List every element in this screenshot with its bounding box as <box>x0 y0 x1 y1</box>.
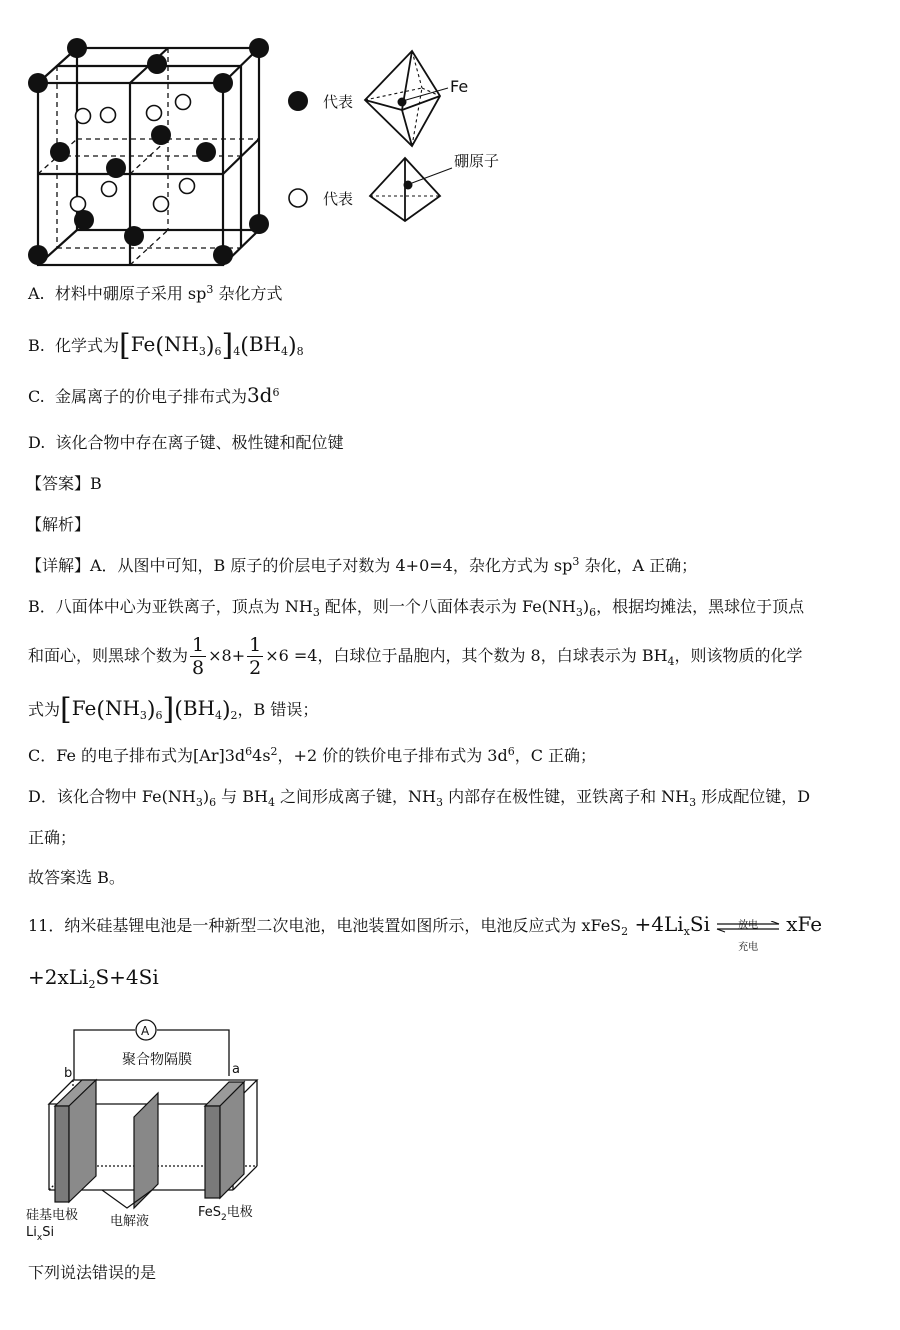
q11-line1 <box>28 908 823 953</box>
detail-c-sup2: 2 <box>270 745 278 758</box>
detail-b1: B．八面体中心为亚铁离子，顶点为 $NH_3$ 配体，则一个八面体表示为 $Fe(NH_3)_6$，根据均摊法，黑球位于顶点 <box>28 597 805 619</box>
option-b-bh-sub: 4 <box>280 345 288 358</box>
detail-a <box>26 555 697 577</box>
detail-b2-times6: ×6 =4，白球位于晶胞内，其个数为 8，白球表示为 BH <box>265 646 668 665</box>
detail-d1-mid3: 内部存在极性键，亚铁离子和 NH <box>443 787 690 806</box>
q11-x-sub: x <box>683 925 690 938</box>
fe-label: Fe <box>450 77 469 96</box>
detail-d1-sub: 3 <box>195 796 203 809</box>
option-d <box>28 432 344 454</box>
detail-c-mid2: ，+2 价的铁价电子排布式为 3d <box>277 746 508 765</box>
detail-a-text: 【详解】A．从图中可知，B 原子的价层电子对数为 4+0=4，杂化方式为 sp <box>26 556 573 575</box>
option-b-bh: BH <box>248 332 281 356</box>
detail-d1-mid2: 之间形成离子键，NH <box>274 787 436 806</box>
q11-line2 <box>28 966 159 990</box>
detail-b3-fe: Fe <box>71 696 97 720</box>
q11-si: Si <box>689 912 710 936</box>
detail-c-sup3: 6 <box>507 745 515 758</box>
detail-b3-bh-sub: 4 <box>214 709 222 722</box>
detail-b2-post: ，则该物质的化学 <box>674 646 803 665</box>
detail-d1-sub4: 3 <box>436 796 443 809</box>
polymer-membrane <box>134 1093 158 1208</box>
fe-atom-icon <box>398 98 407 107</box>
option-a-letter: A. <box>28 284 45 303</box>
option-b: B. 化学式为$[Fe(NH_3)_6]_4(BH_4)_8$ <box>28 328 304 363</box>
detail-c-text: C．Fe 的电子排布式为[Ar]3d <box>28 746 246 765</box>
option-a <box>28 283 282 305</box>
discharge-label: 放电 <box>738 919 759 931</box>
q11-line2-text: +2xLi <box>28 965 89 989</box>
detail-b3-text: 式为 <box>28 700 61 719</box>
detail-b3-two: 2 <box>230 709 238 722</box>
detail-b3-post: ，B 错误； <box>237 700 319 719</box>
detail-b2-times8: ×8+ <box>208 646 246 665</box>
detail-c-post: ，C 正确； <box>514 746 597 765</box>
detail-b1-sub: 3 <box>312 606 320 619</box>
detail-c-sup1: 6 <box>245 745 253 758</box>
detail-a-sup: 3 <box>572 555 580 568</box>
detail-b1-sub2: 3 <box>575 606 583 619</box>
detail-b2 <box>28 632 803 680</box>
question-prompt: 下列说法错误的是 <box>28 1263 157 1282</box>
detail-d1-sub3: 4 <box>267 796 275 809</box>
lixsi-label: $Li_xSi$ <box>26 1225 55 1243</box>
option-c-formula: 3d <box>246 383 273 407</box>
detail-b1-post: ，根据均摊法，黑球位于顶点 <box>596 597 805 616</box>
boron-atom-icon <box>404 181 413 190</box>
option-b-four: 4 <box>233 345 241 358</box>
q11-xfe: xFe <box>786 912 823 936</box>
analysis-title: 【解析】 <box>26 515 91 534</box>
option-b-eight: 8 <box>296 345 304 358</box>
detail-b2-text: 和面心，则黑球个数为 <box>28 646 189 665</box>
option-d-text: 该化合物中存在离子键、极性键和配位键 <box>55 433 344 452</box>
option-b-letter: B. <box>28 336 45 355</box>
legend-black-label: 代表 <box>323 93 354 111</box>
option-b-fe: Fe <box>130 332 156 356</box>
crystal-cell-figure <box>20 28 540 273</box>
option-c-sup: 6 <box>272 386 280 399</box>
detail-d1: D．该化合物中 $Fe(NH_3)_6$ 与 $BH_4$ 之间形成离子键，$NH_3$ 内部存在极性键，亚铁离子和 $NH_3$ 形成配位键，D <box>28 787 811 809</box>
detail-d1-post: 形成配位键，D <box>696 787 811 806</box>
detail-b2-sub: 4 <box>667 655 675 668</box>
silicon-electrode-label: 硅基电极 <box>26 1208 79 1223</box>
option-b-nh-sub: 3 <box>198 345 206 358</box>
q11-text: 11．纳米硅基锂电池是一种新型二次电池，电池装置如图所示，电池反应式为 xFeS <box>28 916 622 935</box>
option-c-letter: C. <box>28 387 45 406</box>
detail-d2: 正确； <box>28 828 77 847</box>
electrolyte-label: 电解液 <box>110 1214 150 1229</box>
q11-plus4: +4Li <box>628 912 684 936</box>
legend-white-label: 代表 <box>323 190 354 208</box>
charge-label: 充电 <box>738 941 759 953</box>
option-c-text: 金属离子的价电子排布式为 <box>54 387 247 406</box>
detail-d1-sub2: 6 <box>209 796 217 809</box>
fraction-one-eighth: $\frac{1}{8}$ <box>192 634 205 679</box>
detail-b1-mid: 配体，则一个八面体表示为 Fe(NH <box>319 597 576 616</box>
option-a-suffix: 杂化方式 <box>213 284 283 303</box>
option-d-letter: D. <box>28 433 46 452</box>
battery-figure <box>22 1018 282 1258</box>
option-a-sup: 3 <box>206 283 214 296</box>
detail-d1-mid: 与 BH <box>216 787 268 806</box>
terminal-a: a <box>232 1062 240 1077</box>
detail-b3: 式为$[Fe(NH_3)_6](BH_4)_2$，B 错误； <box>28 692 319 727</box>
detail-b3-bh: BH <box>182 696 215 720</box>
detail-d1-text: D．该化合物中 Fe(NH <box>28 787 196 806</box>
fraction-one-half: $\frac{1}{2}$ <box>249 634 262 679</box>
detail-c <box>28 745 596 767</box>
detail-b3-nh: NH <box>104 696 140 720</box>
detail-b1-sub3: 6 <box>589 606 597 619</box>
option-a-text: 材料中硼原子采用 sp <box>54 284 207 303</box>
q11-s-sub: 2 <box>621 925 629 938</box>
option-b-text: 化学式为 <box>55 336 120 355</box>
equilibrium-arrow-icon <box>715 912 781 953</box>
answer-line: 【答案】B <box>26 474 102 493</box>
q11-two-sub: 2 <box>88 978 96 991</box>
terminal-b: b <box>64 1066 73 1081</box>
option-b-nh: NH <box>163 332 199 356</box>
option-c <box>28 384 279 408</box>
ammeter-label: A <box>141 1024 150 1038</box>
option-b-six: 6 <box>214 345 222 358</box>
detail-b3-six: 6 <box>155 709 163 722</box>
fes2-electrode-label: FeS$_2$电极 <box>198 1205 253 1223</box>
black-ball-legend-icon <box>288 91 308 111</box>
boron-label: 硼原子 <box>454 152 500 170</box>
membrane-label: 聚合物隔膜 <box>122 1052 192 1068</box>
white-ball-legend-icon <box>289 189 307 207</box>
conclusion: 故答案选 B。 <box>28 868 125 887</box>
detail-b1-text: B．八面体中心为亚铁离子，顶点为 NH <box>28 597 313 616</box>
detail-a-post: 杂化，A 正确； <box>579 556 698 575</box>
detail-c-mid: 4s <box>252 746 271 765</box>
detail-b3-nh-sub: 3 <box>139 709 147 722</box>
q11-line2-post: S+4Si <box>95 965 159 989</box>
detail-d1-sub5: 3 <box>689 796 697 809</box>
